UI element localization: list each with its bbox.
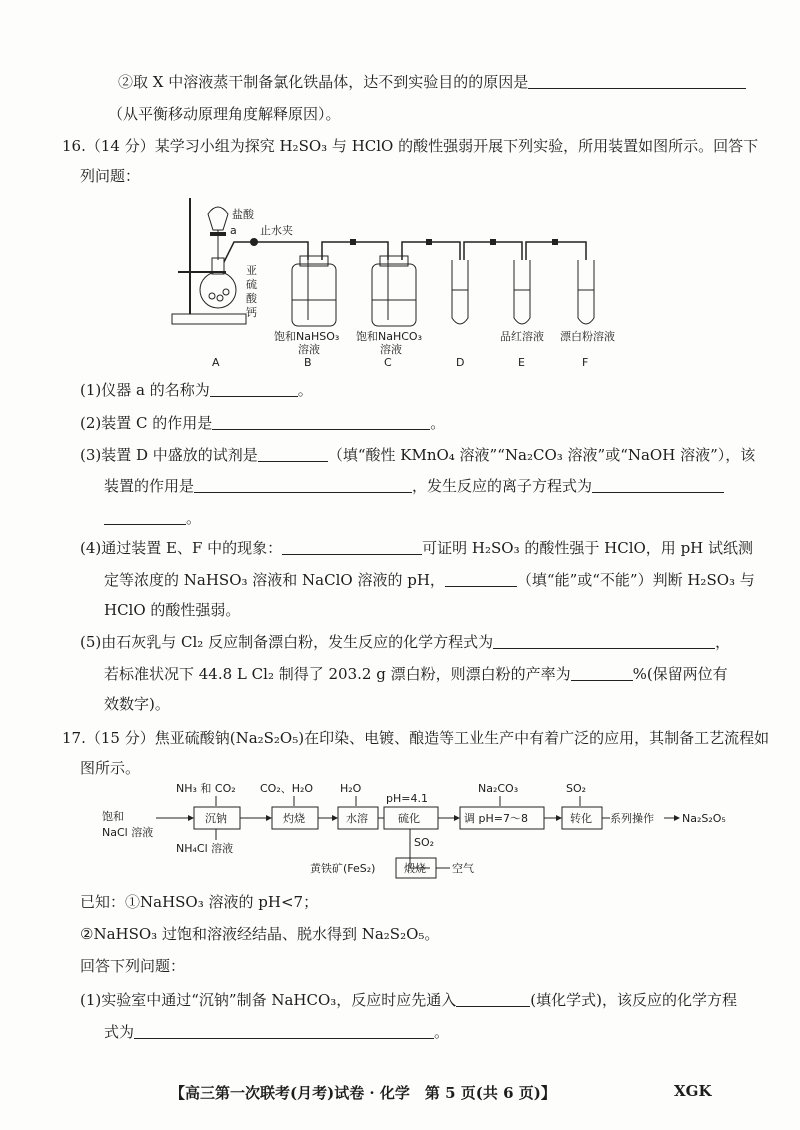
answer-blank[interactable] <box>493 632 715 649</box>
flow-start: NaCl 溶液 <box>102 826 154 839</box>
q15-line1: ②取 X 中溶液蒸干制备氯化铁晶体，达不到实验目的的原因是 <box>118 72 746 92</box>
ph-label: pH=4.1 <box>386 792 428 805</box>
flow-input: H₂O <box>340 782 362 795</box>
answer-blank[interactable] <box>282 538 422 555</box>
solid-particle <box>209 293 215 299</box>
q16-part4-cont: 定等浓度的 NaHSO₃ 溶液和 NaClO 溶液的 pH， （填“能”或“不能”）判断 H₂SO₃ 与 <box>104 571 755 589</box>
label-clamp: 止水夹 <box>260 224 293 237</box>
connector <box>426 239 432 245</box>
q17-stem-cont: 图所示。 <box>80 759 141 777</box>
pinch-clamp <box>250 238 258 246</box>
separatory-funnel <box>208 207 228 230</box>
step-label: 灼烧 <box>283 812 305 825</box>
q17-part1-cont: 式为 。 <box>104 1023 450 1041</box>
step-label: 沉钠 <box>205 812 227 825</box>
flow-product: Na₂S₂O₅ <box>682 812 726 825</box>
label-caso3: 酸 <box>246 292 257 305</box>
answer-blank[interactable] <box>194 476 412 493</box>
tube-a-b <box>224 242 308 262</box>
answer-blank[interactable] <box>212 413 430 430</box>
q16-stem: 16.（14 分）某学习小组为探究 H₂SO₃ 与 HClO 的酸性强弱开展下列实验，所用装置如图所示。回答下 <box>62 137 759 155</box>
flow-pyrite: 黄铁矿(FeS₂) <box>310 862 376 875</box>
label-caso3: 硫 <box>246 278 257 291</box>
flow-so2: SO₂ <box>414 836 435 849</box>
label-tube-f: 漂白粉溶液 <box>560 330 615 343</box>
connector <box>552 239 558 245</box>
answer-blank[interactable] <box>445 570 517 587</box>
q16-stem-cont: 列问题： <box>80 167 141 185</box>
bottle-c <box>372 264 416 326</box>
label-letter-a: A <box>212 356 220 369</box>
label-bottle-b: 溶液 <box>298 343 320 356</box>
q17-answer-lead: 回答下列问题： <box>80 957 186 975</box>
step-label: 煅烧 <box>404 862 426 875</box>
flow-input: Na₂CO₃ <box>478 782 519 795</box>
page-footer: 【高三第一次联考(月考)试卷 · 化学 第 5 页(共 6 页)】 <box>170 1084 556 1102</box>
flow-air: 空气 <box>452 862 474 875</box>
q16-part1: (1)仪器 a 的名称为 。 <box>80 381 313 399</box>
arrowhead <box>188 815 194 821</box>
q17-part1: (1)实验室中通过“沉钠”制备 NaHCO₃，反应时应先通入 (填化学式)，该反应的化学方程 <box>80 991 738 1009</box>
answer-blank[interactable] <box>134 1022 434 1039</box>
test-tube-f <box>578 260 594 324</box>
q16-part5-cont: 若标准状况下 44.8 L Cl₂ 制得了 203.2 g 漂白粉，则漂白粉的产率为 %(保留两位有 <box>104 665 728 683</box>
q17-stem: 17.（15 分）焦亚硫酸钠(Na₂S₂O₅)在印染、电镀、酿造等工业生产中有着广泛的应用，其制备工艺流程如 <box>62 729 770 747</box>
test-tube-d <box>452 260 468 324</box>
label-bottle-b: 饱和NaHSO₃ <box>274 330 340 343</box>
answer-blank[interactable] <box>528 72 746 89</box>
stand-base <box>172 314 246 324</box>
apparatus-diagram <box>150 190 640 370</box>
solid-particle <box>223 289 229 295</box>
label-a: a <box>230 224 237 237</box>
arrowhead <box>556 815 562 821</box>
q16-part3-end: 。 <box>104 508 201 528</box>
bottle-b <box>292 264 336 326</box>
answer-blank[interactable] <box>104 508 186 525</box>
label-letter-d: D <box>456 356 465 369</box>
q15-line2: （从平衡移动原理角度解释原因）。 <box>108 105 341 123</box>
label-caso3: 亚 <box>246 264 257 277</box>
label-tube-e: 品红溶液 <box>500 330 544 343</box>
arrowhead <box>266 815 272 821</box>
answer-blank[interactable] <box>258 445 328 462</box>
step-label: 水溶 <box>346 812 368 825</box>
step-label: 硫化 <box>398 812 420 825</box>
step-label: 调 pH=7～8 <box>464 812 528 825</box>
connector <box>490 239 496 245</box>
label-letter-e: E <box>518 356 525 369</box>
q16-part4-end: HClO 的酸性强弱。 <box>104 601 241 619</box>
q17-known-2: ②NaHSO₃ 过饱和溶液经结晶、脱水得到 Na₂S₂O₅。 <box>80 925 440 943</box>
paper-code: XGK <box>674 1082 712 1100</box>
q16-part5-end: 效数字)。 <box>104 695 170 713</box>
stopcock-a <box>210 232 226 236</box>
label-bottle-c: 饱和NaHCO₃ <box>356 330 422 343</box>
flask-a <box>200 272 236 308</box>
flow-output: NH₄Cl 溶液 <box>176 842 234 855</box>
flow-output: CO₂、H₂O <box>260 782 314 795</box>
arrowhead <box>332 815 338 821</box>
arrowhead <box>454 815 460 821</box>
flow-input: SO₂ <box>566 782 587 795</box>
answer-blank[interactable] <box>456 990 530 1007</box>
label-bottle-c: 溶液 <box>380 343 402 356</box>
solid-particle <box>217 295 223 301</box>
flow-tail: 系列操作 <box>610 812 654 825</box>
q16-part3: (3)装置 D 中盛放的试剂是 （填“酸性 KMnO₄ 溶液”“Na₂CO₃ 溶液”或“NaOH 溶液”），该 <box>80 446 756 464</box>
q17-known-1: 已知：①NaHSO₃ 溶液的 pH<7； <box>80 893 319 911</box>
flow-input: NH₃ 和 CO₂ <box>176 782 236 795</box>
step-label: 转化 <box>570 812 592 825</box>
test-tube-e <box>514 260 530 324</box>
answer-blank[interactable] <box>210 380 298 397</box>
q16-part5: (5)由石灰乳与 Cl₂ 反应制备漂白粉，发生反应的化学方程式为 ， <box>80 633 731 651</box>
answer-blank[interactable] <box>571 664 633 681</box>
label-letter-c: C <box>384 356 392 369</box>
connector <box>350 239 356 245</box>
q16-part2: (2)装置 C 的作用是 。 <box>80 414 446 432</box>
q16-part4: (4)通过装置 E、F 中的现象： 可证明 H₂SO₃ 的酸性强于 HClO，用 pH 试纸测 <box>80 539 754 557</box>
process-flow-diagram <box>100 780 740 880</box>
arrowhead <box>674 815 680 821</box>
label-letter-b: B <box>304 356 312 369</box>
q16-part3-cont: 装置的作用是 ，发生反应的离子方程式为 <box>104 476 724 496</box>
label-letter-f: F <box>582 356 589 369</box>
label-caso3: 钙 <box>246 306 257 319</box>
answer-blank[interactable] <box>592 476 724 493</box>
label-hcl: 盐酸 <box>232 208 254 221</box>
flow-start: 饱和 <box>102 810 124 823</box>
